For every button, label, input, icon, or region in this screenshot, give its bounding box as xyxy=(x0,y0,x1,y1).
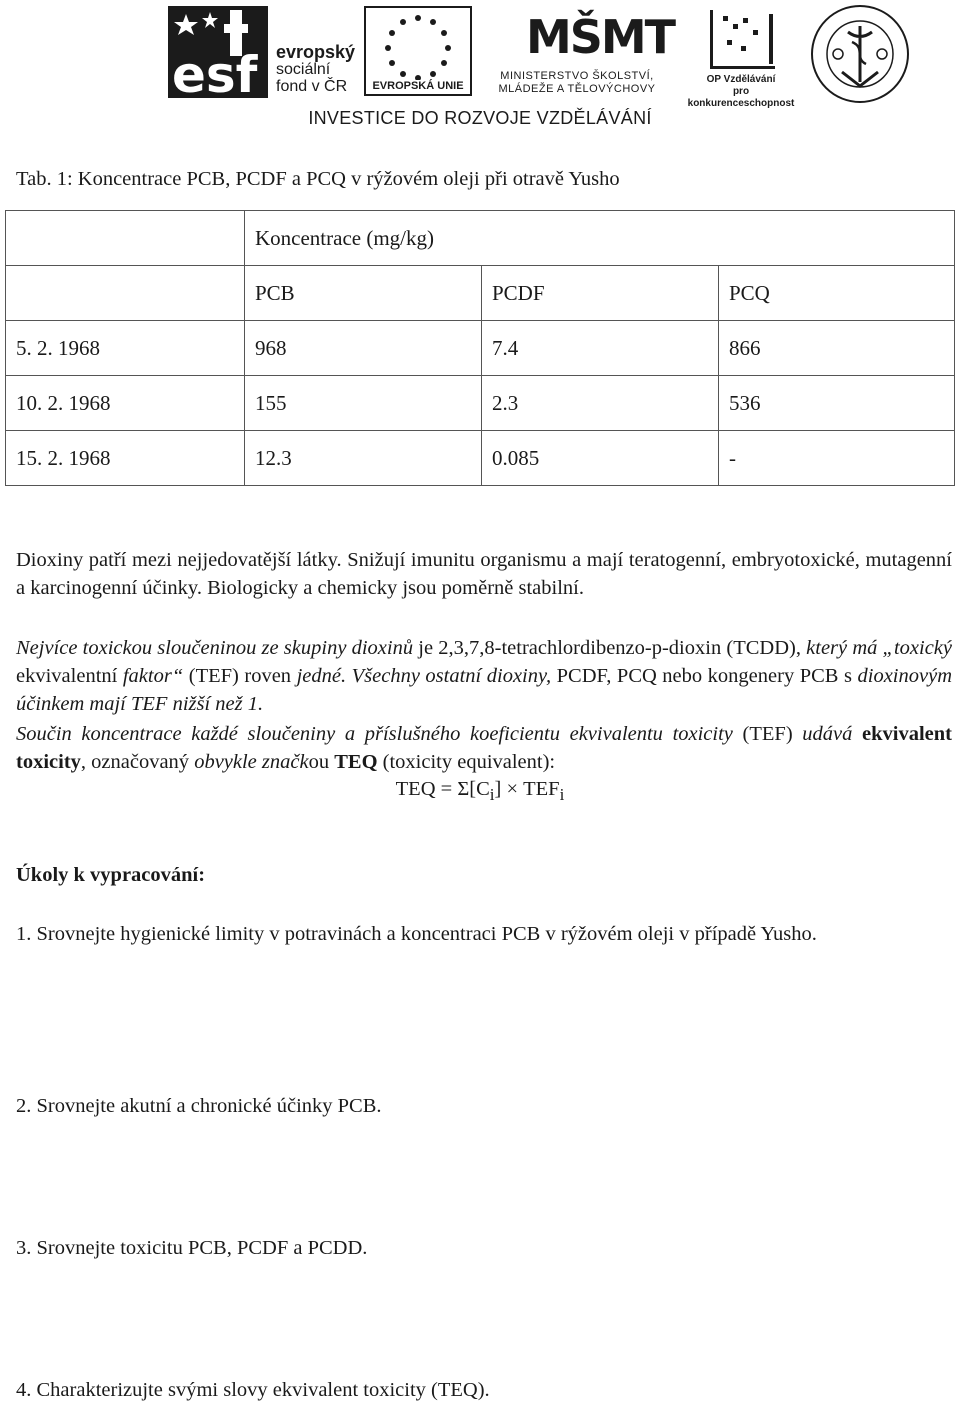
vfu-seal-graphic xyxy=(808,2,912,106)
esf-logo xyxy=(168,6,358,98)
esf-line3: fond v ČR xyxy=(276,78,348,95)
teq-text-b: (TEF) xyxy=(732,723,803,745)
teq-text-i: (toxicity equivalent): xyxy=(377,751,556,773)
msmt-mark: MŠMT xyxy=(526,10,675,64)
formula-lhs: TEQ = Σ[C xyxy=(395,778,490,800)
table-column-header-row xyxy=(6,266,955,321)
table-corner-cell xyxy=(6,211,245,266)
tcdd-text-g: jedné. Všechny ostatní dioxiny, xyxy=(296,665,552,687)
tcdd-text-c: který má „toxický xyxy=(806,637,952,659)
cell-pcb: 12.3 xyxy=(245,431,482,486)
cell-date: 10. 2. 1968 xyxy=(6,376,245,431)
msmt-line2: MLÁDEŽE A TĚLOVÝCHOVY xyxy=(498,83,656,95)
teq-text-f: obvykle značk xyxy=(194,751,309,773)
tcdd-text-e: faktor“ xyxy=(122,665,184,687)
cell-pcdf: 7.4 xyxy=(482,321,719,376)
cell-pcb: 968 xyxy=(245,321,482,376)
investment-banner: INVESTICE DO ROZVOJE VZDĚLÁVÁNÍ xyxy=(308,108,652,128)
tcdd-text-a: Nejvíce toxickou sloučeninou ze skupiny dioxinů xyxy=(16,637,414,659)
op-line1: OP Vzdělávání xyxy=(706,74,776,85)
msmt-text xyxy=(482,70,672,96)
op-logo xyxy=(680,6,802,109)
table-caption: Tab. 1: Koncentrace PCB, PCDF a PCQ v rýžovém oleji při otravě Yusho xyxy=(16,168,620,190)
paragraph-dioxins-intro: Dioxiny patří mezi nejjedovatější látky. Snižují imunitu organismu a mají teratogenní, embryotoxické, mutagenní a karcinogenní účinky. Biologicky a chemicky jsou poměrně stabilní. xyxy=(16,549,952,599)
table-group-header: Koncentrace (mg/kg) xyxy=(245,211,955,266)
formula-mid: ] × TEF xyxy=(494,778,560,800)
esf-mark-text: esf xyxy=(172,46,258,98)
task-item-3: 3. Srovnejte toxicitu PCB, PCDF a PCDD. xyxy=(16,1237,368,1259)
table-row xyxy=(6,321,955,376)
op-mark-icon xyxy=(710,10,775,69)
msmt-line1: MINISTERSTVO ŠKOLSTVÍ, xyxy=(500,70,654,82)
formula-sub-1: i xyxy=(489,785,495,805)
task-item-4: 4. Charakterizujte svými slovy ekvivalent toxicity (TEQ). xyxy=(16,1379,490,1401)
tcdd-text-i: dioxinovým účinkem mají TEF nižší než 1. xyxy=(16,665,952,715)
esf-line1: evropský xyxy=(276,42,356,62)
paragraph-teq-definition xyxy=(16,720,952,776)
op-text xyxy=(680,74,802,110)
tcdd-text-f: (TEF) roven xyxy=(183,665,297,687)
tcdd-text-b: je 2,3,7,8-tetrachlordibenzo-p-dioxin (TCDD), xyxy=(413,637,807,659)
cell-pcdf: 0.085 xyxy=(482,431,719,486)
task-item-2: 2. Srovnejte akutní a chronické účinky PCB. xyxy=(16,1095,382,1117)
concentration-table xyxy=(5,210,955,486)
op-line2: pro konkurenceschopnost xyxy=(687,86,795,109)
table-row xyxy=(6,376,955,431)
teq-text-h: TEQ xyxy=(334,751,378,773)
vfu-seal-logo xyxy=(808,2,912,106)
cell-date: 15. 2. 1968 xyxy=(6,431,245,486)
table-row xyxy=(6,431,955,486)
teq-text-c: udává xyxy=(802,723,853,745)
teq-text-g: ou xyxy=(308,751,335,773)
table-header-pcdf: PCDF xyxy=(482,266,719,321)
tasks-heading: Úkoly k vypracování: xyxy=(16,864,206,886)
task-item-1: 1. Srovnejte hygienické limity v potravinách a koncentraci PCB v rýžovém oleji v případě Yusho. xyxy=(16,923,817,945)
teq-text-d: ekvivalent toxicity xyxy=(16,723,952,773)
eu-logo xyxy=(364,6,472,96)
esf-text xyxy=(276,44,355,95)
cell-date: 5. 2. 1968 xyxy=(6,321,245,376)
table-header-empty xyxy=(6,266,245,321)
header-logos xyxy=(0,0,960,135)
tcdd-text-d: ekvivalentní xyxy=(16,665,123,687)
formula-sub-2: i xyxy=(559,785,565,805)
teq-text-e: , označovaný xyxy=(80,751,195,773)
eu-stars-icon xyxy=(366,8,470,80)
cell-pcq: 536 xyxy=(719,376,955,431)
esf-mark xyxy=(168,6,268,98)
cell-pcq: - xyxy=(719,431,955,486)
esf-mark-graphic xyxy=(168,6,268,98)
paragraph-tcdd xyxy=(16,634,952,718)
msmt-logo xyxy=(482,6,675,98)
teq-formula xyxy=(0,778,960,805)
table-group-header-row xyxy=(6,211,955,266)
eu-label: EVROPSKÁ UNIE xyxy=(372,80,464,92)
cell-pcq: 866 xyxy=(719,321,955,376)
esf-line2: sociální xyxy=(276,61,331,78)
cell-pcdf: 2.3 xyxy=(482,376,719,431)
cell-pcb: 155 xyxy=(245,376,482,431)
table-header-pcb: PCB xyxy=(245,266,482,321)
tcdd-text-h: PCDF, PCQ nebo kongenery PCB s xyxy=(551,665,858,687)
teq-text-a: Součin koncentrace každé sloučeniny a příslušného koeficientu ekvivalentu toxicity xyxy=(16,723,733,745)
table-header-pcq: PCQ xyxy=(719,266,955,321)
